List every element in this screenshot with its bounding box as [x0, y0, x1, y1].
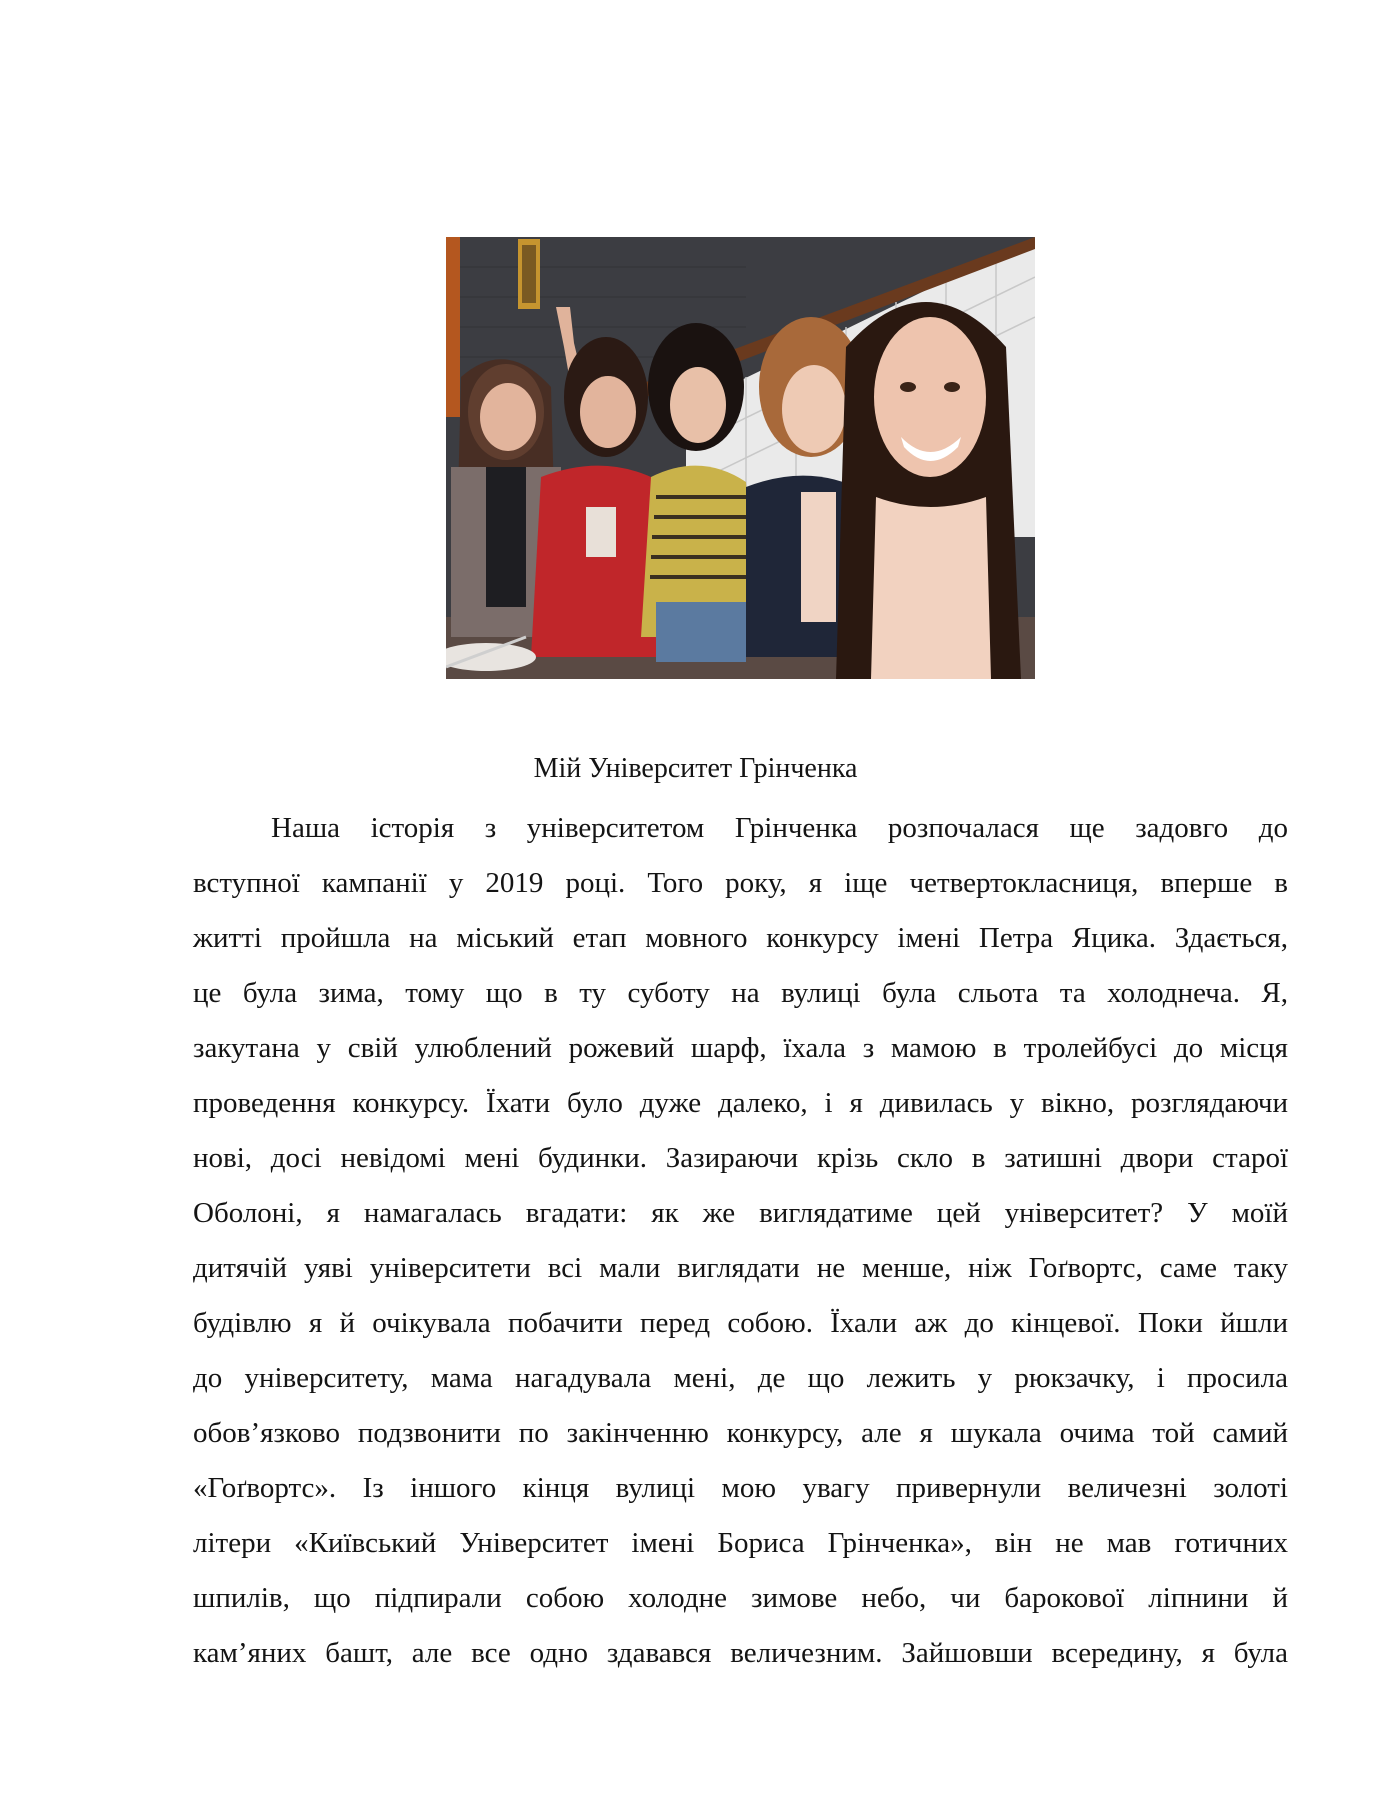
paragraph-line: до університету, мама нагадувала мені, де що лежить у рюкзачку, і просила: [193, 1362, 1288, 1394]
group-photo: [446, 237, 1035, 679]
paragraph-line: проведення конкурсу. Їхати було дуже далеко, і я дивилась у вікно, розглядаючи: [193, 1087, 1288, 1119]
paragraph-line: це була зима, тому що в ту суботу на вулиці була сльота та холоднеча. Я,: [193, 977, 1288, 1009]
paragraph-line: будівлю я й очікувала побачити перед собою. Їхали аж до кінцевої. Поки йшли: [193, 1307, 1288, 1339]
paragraph-line: кам’яних башт, але все одно здавався величезним. Зайшовши всередину, я була: [193, 1637, 1288, 1669]
paragraph-line: Оболоні, я намагалась вгадати: як же виглядатиме цей університет? У моїй: [193, 1197, 1288, 1229]
document-body: [193, 801, 1288, 1681]
paragraph-line: літери «Київський Університет імені Бориса Грінченка», він не мав готичних: [193, 1527, 1288, 1559]
document-title: Мій Університет Грінченка: [533, 753, 858, 784]
paragraph-line: житті пройшла на міський етап мовного конкурсу імені Петра Яцика. Здається,: [193, 922, 1288, 954]
paragraph-line: шпилів, що підпирали собою холодне зимове небо, чи барокової ліпнини й: [193, 1582, 1288, 1614]
paragraph-line: «Гоґвортс». Із іншого кінця вулиці мою увагу привернули величезні золоті: [193, 1472, 1288, 1504]
paragraph-line: обов’язково подзвонити по закінченню конкурсу, але я шукала очима той самий: [193, 1417, 1288, 1449]
paragraph-line: закутана у свій улюблений рожевий шарф, їхала з мамою в тролейбусі до місця: [193, 1032, 1288, 1064]
group-selfie-photo-icon: [446, 237, 1035, 679]
paragraph-line: Наша історія з університетом Грінченка розпочалася ще задовго до: [271, 812, 1288, 844]
paragraph-line: нові, досі невідомі мені будинки. Зазираючи крізь скло в затишні двори старої: [193, 1142, 1288, 1174]
paragraph-line: дитячій уяві університети всі мали виглядати не менше, ніж Гоґвортс, саме таку: [193, 1252, 1288, 1284]
paragraph-line: вступної кампанії у 2019 році. Того року, я іще четвертокласниця, вперше в: [193, 867, 1288, 899]
